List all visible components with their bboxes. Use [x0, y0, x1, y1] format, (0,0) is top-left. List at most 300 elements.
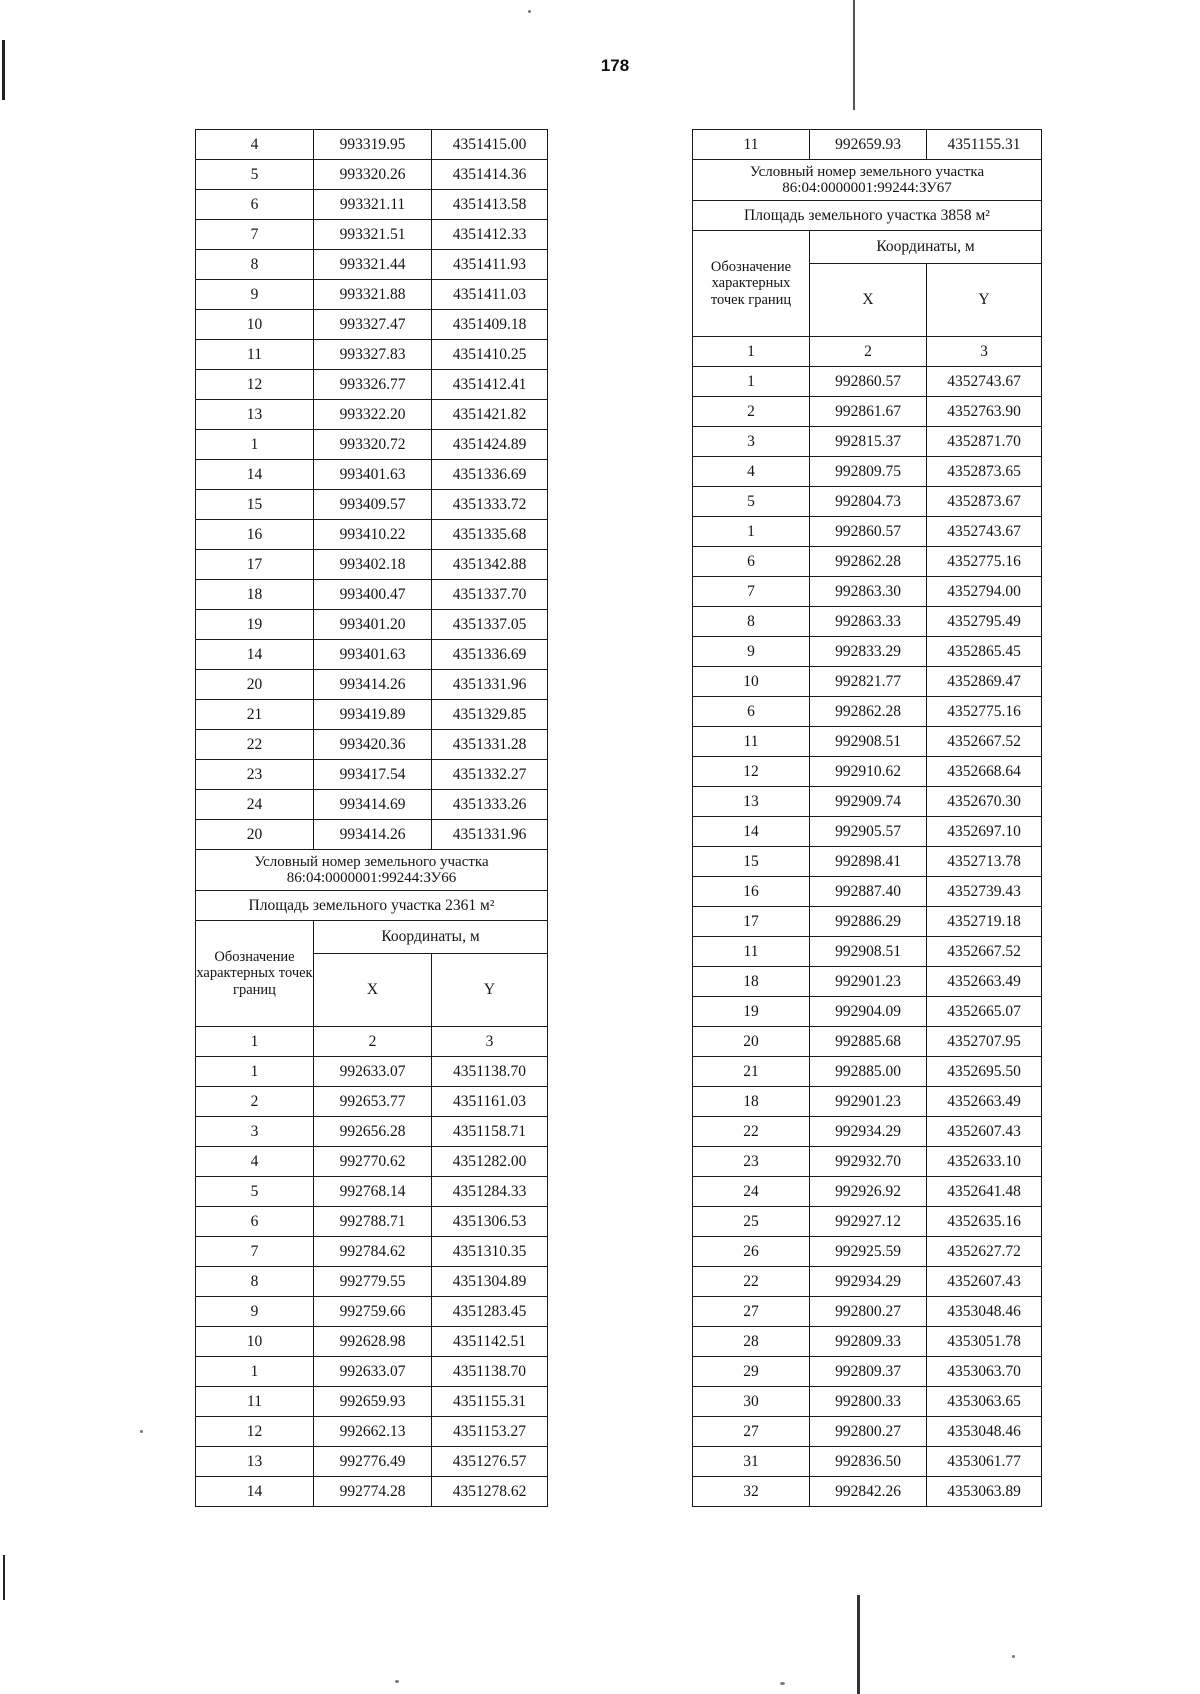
- point-number-cell: 29: [693, 1357, 810, 1387]
- x-coordinate-cell: 992653.77: [314, 1087, 432, 1117]
- x-coordinate-cell: 992815.37: [810, 427, 927, 457]
- point-number-cell: 9: [693, 637, 810, 667]
- y-coordinate-cell: 4352794.00: [927, 577, 1042, 607]
- point-number-cell: 13: [196, 400, 314, 430]
- x-coordinate-cell: 992656.28: [314, 1117, 432, 1147]
- table-row: [693, 667, 1042, 697]
- y-coordinate-cell: 4353063.89: [927, 1477, 1042, 1507]
- y-coordinate-cell: 4351276.57: [432, 1447, 548, 1477]
- table-row: [196, 700, 548, 730]
- table-row: [196, 1177, 548, 1207]
- scan-speck: [780, 1682, 785, 1685]
- point-number-cell: 6: [693, 697, 810, 727]
- point-number-cell: 1: [196, 1057, 314, 1087]
- y-coordinate-cell: 4351412.41: [432, 370, 548, 400]
- point-number-cell: 8: [693, 607, 810, 637]
- y-coordinate-cell: 4351331.96: [432, 820, 548, 850]
- table-row: [196, 520, 548, 550]
- table-row: [693, 787, 1042, 817]
- x-coordinate-cell: 992833.29: [810, 637, 927, 667]
- point-number-cell: 1: [693, 367, 810, 397]
- header-coords-label: Координаты, м: [314, 921, 548, 954]
- coordinates-rows-zu66-end: [693, 130, 1042, 160]
- header-x-label: X: [810, 264, 927, 337]
- y-coordinate-cell: 4351424.89: [432, 430, 548, 460]
- x-coordinate-cell: 993321.44: [314, 250, 432, 280]
- table-row: [196, 1327, 548, 1357]
- x-coordinate-cell: 992926.92: [810, 1177, 927, 1207]
- plot-area-zu66: Площадь земельного участка 2361 м²: [196, 891, 548, 921]
- point-number-cell: 22: [196, 730, 314, 760]
- point-number-cell: 10: [196, 1327, 314, 1357]
- point-number-cell: 6: [693, 547, 810, 577]
- header-col-number-2: 2: [314, 1027, 432, 1057]
- y-coordinate-cell: 4351306.53: [432, 1207, 548, 1237]
- point-number-cell: 10: [196, 310, 314, 340]
- table-row: [196, 1087, 548, 1117]
- point-number-cell: 22: [693, 1117, 810, 1147]
- y-coordinate-cell: 4352667.52: [927, 727, 1042, 757]
- table-row: [693, 1027, 1042, 1057]
- table-row: [196, 1477, 548, 1507]
- y-coordinate-cell: 4351155.31: [432, 1387, 548, 1417]
- x-coordinate-cell: 993419.89: [314, 700, 432, 730]
- point-number-cell: 12: [196, 370, 314, 400]
- y-coordinate-cell: 4351310.35: [432, 1237, 548, 1267]
- x-coordinate-cell: 993401.63: [314, 460, 432, 490]
- point-number-cell: 18: [693, 967, 810, 997]
- y-coordinate-cell: 4351337.70: [432, 580, 548, 610]
- point-number-cell: 10: [693, 667, 810, 697]
- table-row: [196, 640, 548, 670]
- x-coordinate-cell: 992768.14: [314, 1177, 432, 1207]
- y-coordinate-cell: 4351332.27: [432, 760, 548, 790]
- point-number-cell: 5: [693, 487, 810, 517]
- y-coordinate-cell: 4352719.18: [927, 907, 1042, 937]
- table-row: [693, 547, 1042, 577]
- x-coordinate-cell: 993320.72: [314, 430, 432, 460]
- point-number-cell: 15: [196, 490, 314, 520]
- point-number-cell: 4: [693, 457, 810, 487]
- table-row: [196, 1417, 548, 1447]
- point-number-cell: 25: [693, 1207, 810, 1237]
- x-coordinate-cell: 992910.62: [810, 757, 927, 787]
- point-number-cell: 6: [196, 1207, 314, 1237]
- y-coordinate-cell: 4353063.70: [927, 1357, 1042, 1387]
- point-number-cell: 16: [196, 520, 314, 550]
- y-coordinate-cell: 4351337.05: [432, 610, 548, 640]
- point-number-cell: 23: [693, 1147, 810, 1177]
- y-coordinate-cell: 4351304.89: [432, 1267, 548, 1297]
- point-number-cell: 1: [196, 1357, 314, 1387]
- table-row: [693, 517, 1042, 547]
- x-coordinate-cell: 992909.74: [810, 787, 927, 817]
- y-coordinate-cell: 4352667.52: [927, 937, 1042, 967]
- y-coordinate-cell: 4351414.36: [432, 160, 548, 190]
- table-row: [693, 937, 1042, 967]
- x-coordinate-cell: 993401.20: [314, 610, 432, 640]
- y-coordinate-cell: 4351336.69: [432, 460, 548, 490]
- x-coordinate-cell: 992886.29: [810, 907, 927, 937]
- point-number-cell: 11: [196, 1387, 314, 1417]
- point-number-cell: 24: [196, 790, 314, 820]
- table-row: [196, 1237, 548, 1267]
- x-coordinate-cell: 993320.26: [314, 160, 432, 190]
- y-coordinate-cell: 4351138.70: [432, 1057, 548, 1087]
- point-number-cell: 18: [196, 580, 314, 610]
- x-coordinate-cell: 993322.20: [314, 400, 432, 430]
- y-coordinate-cell: 4351342.88: [432, 550, 548, 580]
- x-coordinate-cell: 993414.69: [314, 790, 432, 820]
- point-number-cell: 20: [196, 820, 314, 850]
- table-row: [693, 727, 1042, 757]
- x-coordinate-cell: 992770.62: [314, 1147, 432, 1177]
- y-coordinate-cell: 4352695.50: [927, 1057, 1042, 1087]
- x-coordinate-cell: 992800.27: [810, 1297, 927, 1327]
- table-row: [196, 820, 548, 850]
- x-coordinate-cell: 992887.40: [810, 877, 927, 907]
- x-coordinate-cell: 992774.28: [314, 1477, 432, 1507]
- point-number-cell: 19: [196, 610, 314, 640]
- table-row: [693, 1147, 1042, 1177]
- table-row: [693, 697, 1042, 727]
- scan-fold-line-top: [853, 0, 855, 110]
- table-row: [196, 280, 548, 310]
- table-row: [693, 457, 1042, 487]
- y-coordinate-cell: 4351412.33: [432, 220, 548, 250]
- table-row: [196, 610, 548, 640]
- x-coordinate-cell: 992779.55: [314, 1267, 432, 1297]
- point-number-cell: 20: [196, 670, 314, 700]
- x-coordinate-cell: 992659.93: [314, 1387, 432, 1417]
- table-row: [693, 1297, 1042, 1327]
- y-coordinate-cell: 4351333.26: [432, 790, 548, 820]
- header-y-label: Y: [432, 954, 548, 1027]
- x-coordinate-cell: 992821.77: [810, 667, 927, 697]
- y-coordinate-cell: 4352627.72: [927, 1237, 1042, 1267]
- y-coordinate-cell: 4351409.18: [432, 310, 548, 340]
- point-number-cell: 2: [196, 1087, 314, 1117]
- table-row: [693, 487, 1042, 517]
- x-coordinate-cell: 992901.23: [810, 1087, 927, 1117]
- plot-header-zu67: [693, 160, 1042, 367]
- table-row: [196, 430, 548, 460]
- y-coordinate-cell: 4351336.69: [432, 640, 548, 670]
- y-coordinate-cell: 4352713.78: [927, 847, 1042, 877]
- point-number-cell: 4: [196, 1147, 314, 1177]
- table-row: [693, 1117, 1042, 1147]
- header-point-label: Обозначение характерных точек границ: [196, 921, 314, 1027]
- plot-number-zu66: Условный номер земельного участка 86:04:0000001:99244:ЗУ66: [196, 850, 548, 891]
- table-row: [196, 310, 548, 340]
- table-row: [693, 1387, 1042, 1417]
- y-coordinate-cell: 4351335.68: [432, 520, 548, 550]
- y-coordinate-cell: 4352635.16: [927, 1207, 1042, 1237]
- table-row: [693, 757, 1042, 787]
- point-number-cell: 21: [693, 1057, 810, 1087]
- x-coordinate-cell: 992934.29: [810, 1267, 927, 1297]
- table-row: [693, 1267, 1042, 1297]
- point-number-cell: 16: [693, 877, 810, 907]
- x-coordinate-cell: 992904.09: [810, 997, 927, 1027]
- point-number-cell: 3: [693, 427, 810, 457]
- table-row: [693, 907, 1042, 937]
- x-coordinate-cell: 992860.57: [810, 367, 927, 397]
- header-y-label: Y: [927, 264, 1042, 337]
- table-row: [693, 1417, 1042, 1447]
- x-coordinate-cell: 992633.07: [314, 1357, 432, 1387]
- y-coordinate-cell: 4352743.67: [927, 517, 1042, 547]
- table-row: [693, 847, 1042, 877]
- scan-speck: [1012, 1655, 1015, 1658]
- plot-header-zu66: [196, 850, 548, 1057]
- y-coordinate-cell: 4352633.10: [927, 1147, 1042, 1177]
- header-coords-label: Координаты, м: [810, 231, 1042, 264]
- y-coordinate-cell: 4352775.16: [927, 547, 1042, 577]
- x-coordinate-cell: 992862.28: [810, 697, 927, 727]
- y-coordinate-cell: 4351411.93: [432, 250, 548, 280]
- y-coordinate-cell: 4351410.25: [432, 340, 548, 370]
- table-row: [196, 730, 548, 760]
- y-coordinate-cell: 4351283.45: [432, 1297, 548, 1327]
- table-row: [196, 580, 548, 610]
- table-row: [693, 577, 1042, 607]
- x-coordinate-cell: 992784.62: [314, 1237, 432, 1267]
- x-coordinate-cell: 992927.12: [810, 1207, 927, 1237]
- y-coordinate-cell: 4351153.27: [432, 1417, 548, 1447]
- x-coordinate-cell: 993401.63: [314, 640, 432, 670]
- y-coordinate-cell: 4351331.28: [432, 730, 548, 760]
- y-coordinate-cell: 4352607.43: [927, 1117, 1042, 1147]
- y-coordinate-cell: 4352795.49: [927, 607, 1042, 637]
- y-coordinate-cell: 4353063.65: [927, 1387, 1042, 1417]
- table-row: [196, 460, 548, 490]
- point-number-cell: 14: [693, 817, 810, 847]
- point-number-cell: 18: [693, 1087, 810, 1117]
- x-coordinate-cell: 992800.27: [810, 1417, 927, 1447]
- page-number: 178: [600, 56, 630, 75]
- point-number-cell: 9: [196, 1297, 314, 1327]
- table-row: [693, 607, 1042, 637]
- x-coordinate-cell: 992633.07: [314, 1057, 432, 1087]
- coordinates-table-right: [692, 129, 1042, 1507]
- coordinates-rows-continued: [196, 130, 548, 850]
- scan-speck: [395, 1680, 399, 1683]
- y-coordinate-cell: 4351284.33: [432, 1177, 548, 1207]
- y-coordinate-cell: 4352663.49: [927, 1087, 1042, 1117]
- scan-speck: [140, 1430, 143, 1433]
- header-col-number-3: 3: [927, 337, 1042, 367]
- table-row: [196, 1057, 548, 1087]
- x-coordinate-cell: 993327.47: [314, 310, 432, 340]
- x-coordinate-cell: 992860.57: [810, 517, 927, 547]
- y-coordinate-cell: 4352865.45: [927, 637, 1042, 667]
- header-point-label: Обозначение характерных точек границ: [693, 231, 810, 337]
- coordinates-rows-zu67: [693, 367, 1042, 1507]
- point-number-cell: 23: [196, 760, 314, 790]
- y-coordinate-cell: 4351413.58: [432, 190, 548, 220]
- point-number-cell: 6: [196, 190, 314, 220]
- y-coordinate-cell: 4351161.03: [432, 1087, 548, 1117]
- x-coordinate-cell: 992842.26: [810, 1477, 927, 1507]
- plot-area-zu67: Площадь земельного участка 3858 м²: [693, 201, 1042, 231]
- point-number-cell: 11: [196, 340, 314, 370]
- x-coordinate-cell: 992862.28: [810, 547, 927, 577]
- y-coordinate-cell: 4351415.00: [432, 130, 548, 160]
- x-coordinate-cell: 992905.57: [810, 817, 927, 847]
- y-coordinate-cell: 4352697.10: [927, 817, 1042, 847]
- table-row: [196, 1147, 548, 1177]
- x-coordinate-cell: 992788.71: [314, 1207, 432, 1237]
- table-row: [196, 130, 548, 160]
- x-coordinate-cell: 992836.50: [810, 1447, 927, 1477]
- x-coordinate-cell: 992861.67: [810, 397, 927, 427]
- x-coordinate-cell: 992898.41: [810, 847, 927, 877]
- y-coordinate-cell: 4352743.67: [927, 367, 1042, 397]
- x-coordinate-cell: 993417.54: [314, 760, 432, 790]
- x-coordinate-cell: 992759.66: [314, 1297, 432, 1327]
- table-row: [196, 190, 548, 220]
- point-number-cell: 28: [693, 1327, 810, 1357]
- table-row: [693, 397, 1042, 427]
- table-row: [693, 367, 1042, 397]
- table-row: [693, 1327, 1042, 1357]
- point-number-cell: 1: [693, 517, 810, 547]
- point-number-cell: 22: [693, 1267, 810, 1297]
- x-coordinate-cell: 993321.88: [314, 280, 432, 310]
- x-coordinate-cell: 993400.47: [314, 580, 432, 610]
- table-row: [196, 1387, 548, 1417]
- point-number-cell: 7: [693, 577, 810, 607]
- header-col-number-1: 1: [196, 1027, 314, 1057]
- y-coordinate-cell: 4352869.47: [927, 667, 1042, 697]
- x-coordinate-cell: 992885.68: [810, 1027, 927, 1057]
- scan-speck: [528, 10, 531, 13]
- point-number-cell: 11: [693, 937, 810, 967]
- y-coordinate-cell: 4352665.07: [927, 997, 1042, 1027]
- table-row: [693, 1447, 1042, 1477]
- point-number-cell: 24: [693, 1177, 810, 1207]
- point-number-cell: 21: [196, 700, 314, 730]
- table-row: [196, 160, 548, 190]
- x-coordinate-cell: 993420.36: [314, 730, 432, 760]
- y-coordinate-cell: 4351138.70: [432, 1357, 548, 1387]
- x-coordinate-cell: 992662.13: [314, 1417, 432, 1447]
- table-row: [693, 427, 1042, 457]
- table-row: [196, 1267, 548, 1297]
- coordinates-rows-zu66: [196, 1057, 548, 1507]
- x-coordinate-cell: 992776.49: [314, 1447, 432, 1477]
- x-coordinate-cell: 992809.75: [810, 457, 927, 487]
- y-coordinate-cell: 4351278.62: [432, 1477, 548, 1507]
- point-number-cell: 11: [693, 727, 810, 757]
- x-coordinate-cell: 993321.11: [314, 190, 432, 220]
- point-number-cell: 27: [693, 1297, 810, 1327]
- table-row: [196, 1447, 548, 1477]
- x-coordinate-cell: 993327.83: [314, 340, 432, 370]
- y-coordinate-cell: 4351331.96: [432, 670, 548, 700]
- point-number-cell: 11: [693, 130, 810, 160]
- header-col-number-2: 2: [810, 337, 927, 367]
- x-coordinate-cell: 993410.22: [314, 520, 432, 550]
- y-coordinate-cell: 4352873.67: [927, 487, 1042, 517]
- x-coordinate-cell: 993409.57: [314, 490, 432, 520]
- x-coordinate-cell: 993414.26: [314, 670, 432, 700]
- y-coordinate-cell: 4353048.46: [927, 1297, 1042, 1327]
- plot-number-zu67: Условный номер земельного участка 86:04:0000001:99244:ЗУ67: [693, 160, 1042, 201]
- x-coordinate-cell: 992804.73: [810, 487, 927, 517]
- y-coordinate-cell: 4353048.46: [927, 1417, 1042, 1447]
- point-number-cell: 32: [693, 1477, 810, 1507]
- table-row: [196, 400, 548, 430]
- x-coordinate-cell: 993319.95: [314, 130, 432, 160]
- table-row: [196, 550, 548, 580]
- point-number-cell: 2: [693, 397, 810, 427]
- point-number-cell: 15: [693, 847, 810, 877]
- point-number-cell: 8: [196, 1267, 314, 1297]
- table-row: [693, 997, 1042, 1027]
- scan-fold-line-bottom: [857, 1595, 860, 1694]
- header-col-number-1: 1: [693, 337, 810, 367]
- x-coordinate-cell: 992809.37: [810, 1357, 927, 1387]
- table-row: [693, 877, 1042, 907]
- point-number-cell: 3: [196, 1117, 314, 1147]
- y-coordinate-cell: 4351329.85: [432, 700, 548, 730]
- x-coordinate-cell: 993326.77: [314, 370, 432, 400]
- point-number-cell: 9: [196, 280, 314, 310]
- y-coordinate-cell: 4351282.00: [432, 1147, 548, 1177]
- point-number-cell: 7: [196, 220, 314, 250]
- table-row: [693, 1087, 1042, 1117]
- point-number-cell: 14: [196, 640, 314, 670]
- table-row: [196, 670, 548, 700]
- point-number-cell: 19: [693, 997, 810, 1027]
- y-coordinate-cell: 4352668.64: [927, 757, 1042, 787]
- x-coordinate-cell: 992659.93: [810, 130, 927, 160]
- table-row: [693, 817, 1042, 847]
- y-coordinate-cell: 4351155.31: [927, 130, 1042, 160]
- table-row: [196, 490, 548, 520]
- point-number-cell: 5: [196, 1177, 314, 1207]
- point-number-cell: 8: [196, 250, 314, 280]
- point-number-cell: 12: [693, 757, 810, 787]
- point-number-cell: 26: [693, 1237, 810, 1267]
- y-coordinate-cell: 4352763.90: [927, 397, 1042, 427]
- y-coordinate-cell: 4352670.30: [927, 787, 1042, 817]
- point-number-cell: 17: [196, 550, 314, 580]
- y-coordinate-cell: 4352739.43: [927, 877, 1042, 907]
- table-row: [693, 1477, 1042, 1507]
- x-coordinate-cell: 992901.23: [810, 967, 927, 997]
- point-number-cell: 31: [693, 1447, 810, 1477]
- table-row: [196, 1297, 548, 1327]
- y-coordinate-cell: 4352607.43: [927, 1267, 1042, 1297]
- x-coordinate-cell: 992908.51: [810, 937, 927, 967]
- table-row: [693, 130, 1042, 160]
- y-coordinate-cell: 4352641.48: [927, 1177, 1042, 1207]
- y-coordinate-cell: 4352707.95: [927, 1027, 1042, 1057]
- point-number-cell: 14: [196, 1477, 314, 1507]
- point-number-cell: 13: [196, 1447, 314, 1477]
- y-coordinate-cell: 4351142.51: [432, 1327, 548, 1357]
- point-number-cell: 12: [196, 1417, 314, 1447]
- point-number-cell: 14: [196, 460, 314, 490]
- point-number-cell: 4: [196, 130, 314, 160]
- y-coordinate-cell: 4352873.65: [927, 457, 1042, 487]
- table-row: [693, 1357, 1042, 1387]
- point-number-cell: 1: [196, 430, 314, 460]
- y-coordinate-cell: 4353051.78: [927, 1327, 1042, 1357]
